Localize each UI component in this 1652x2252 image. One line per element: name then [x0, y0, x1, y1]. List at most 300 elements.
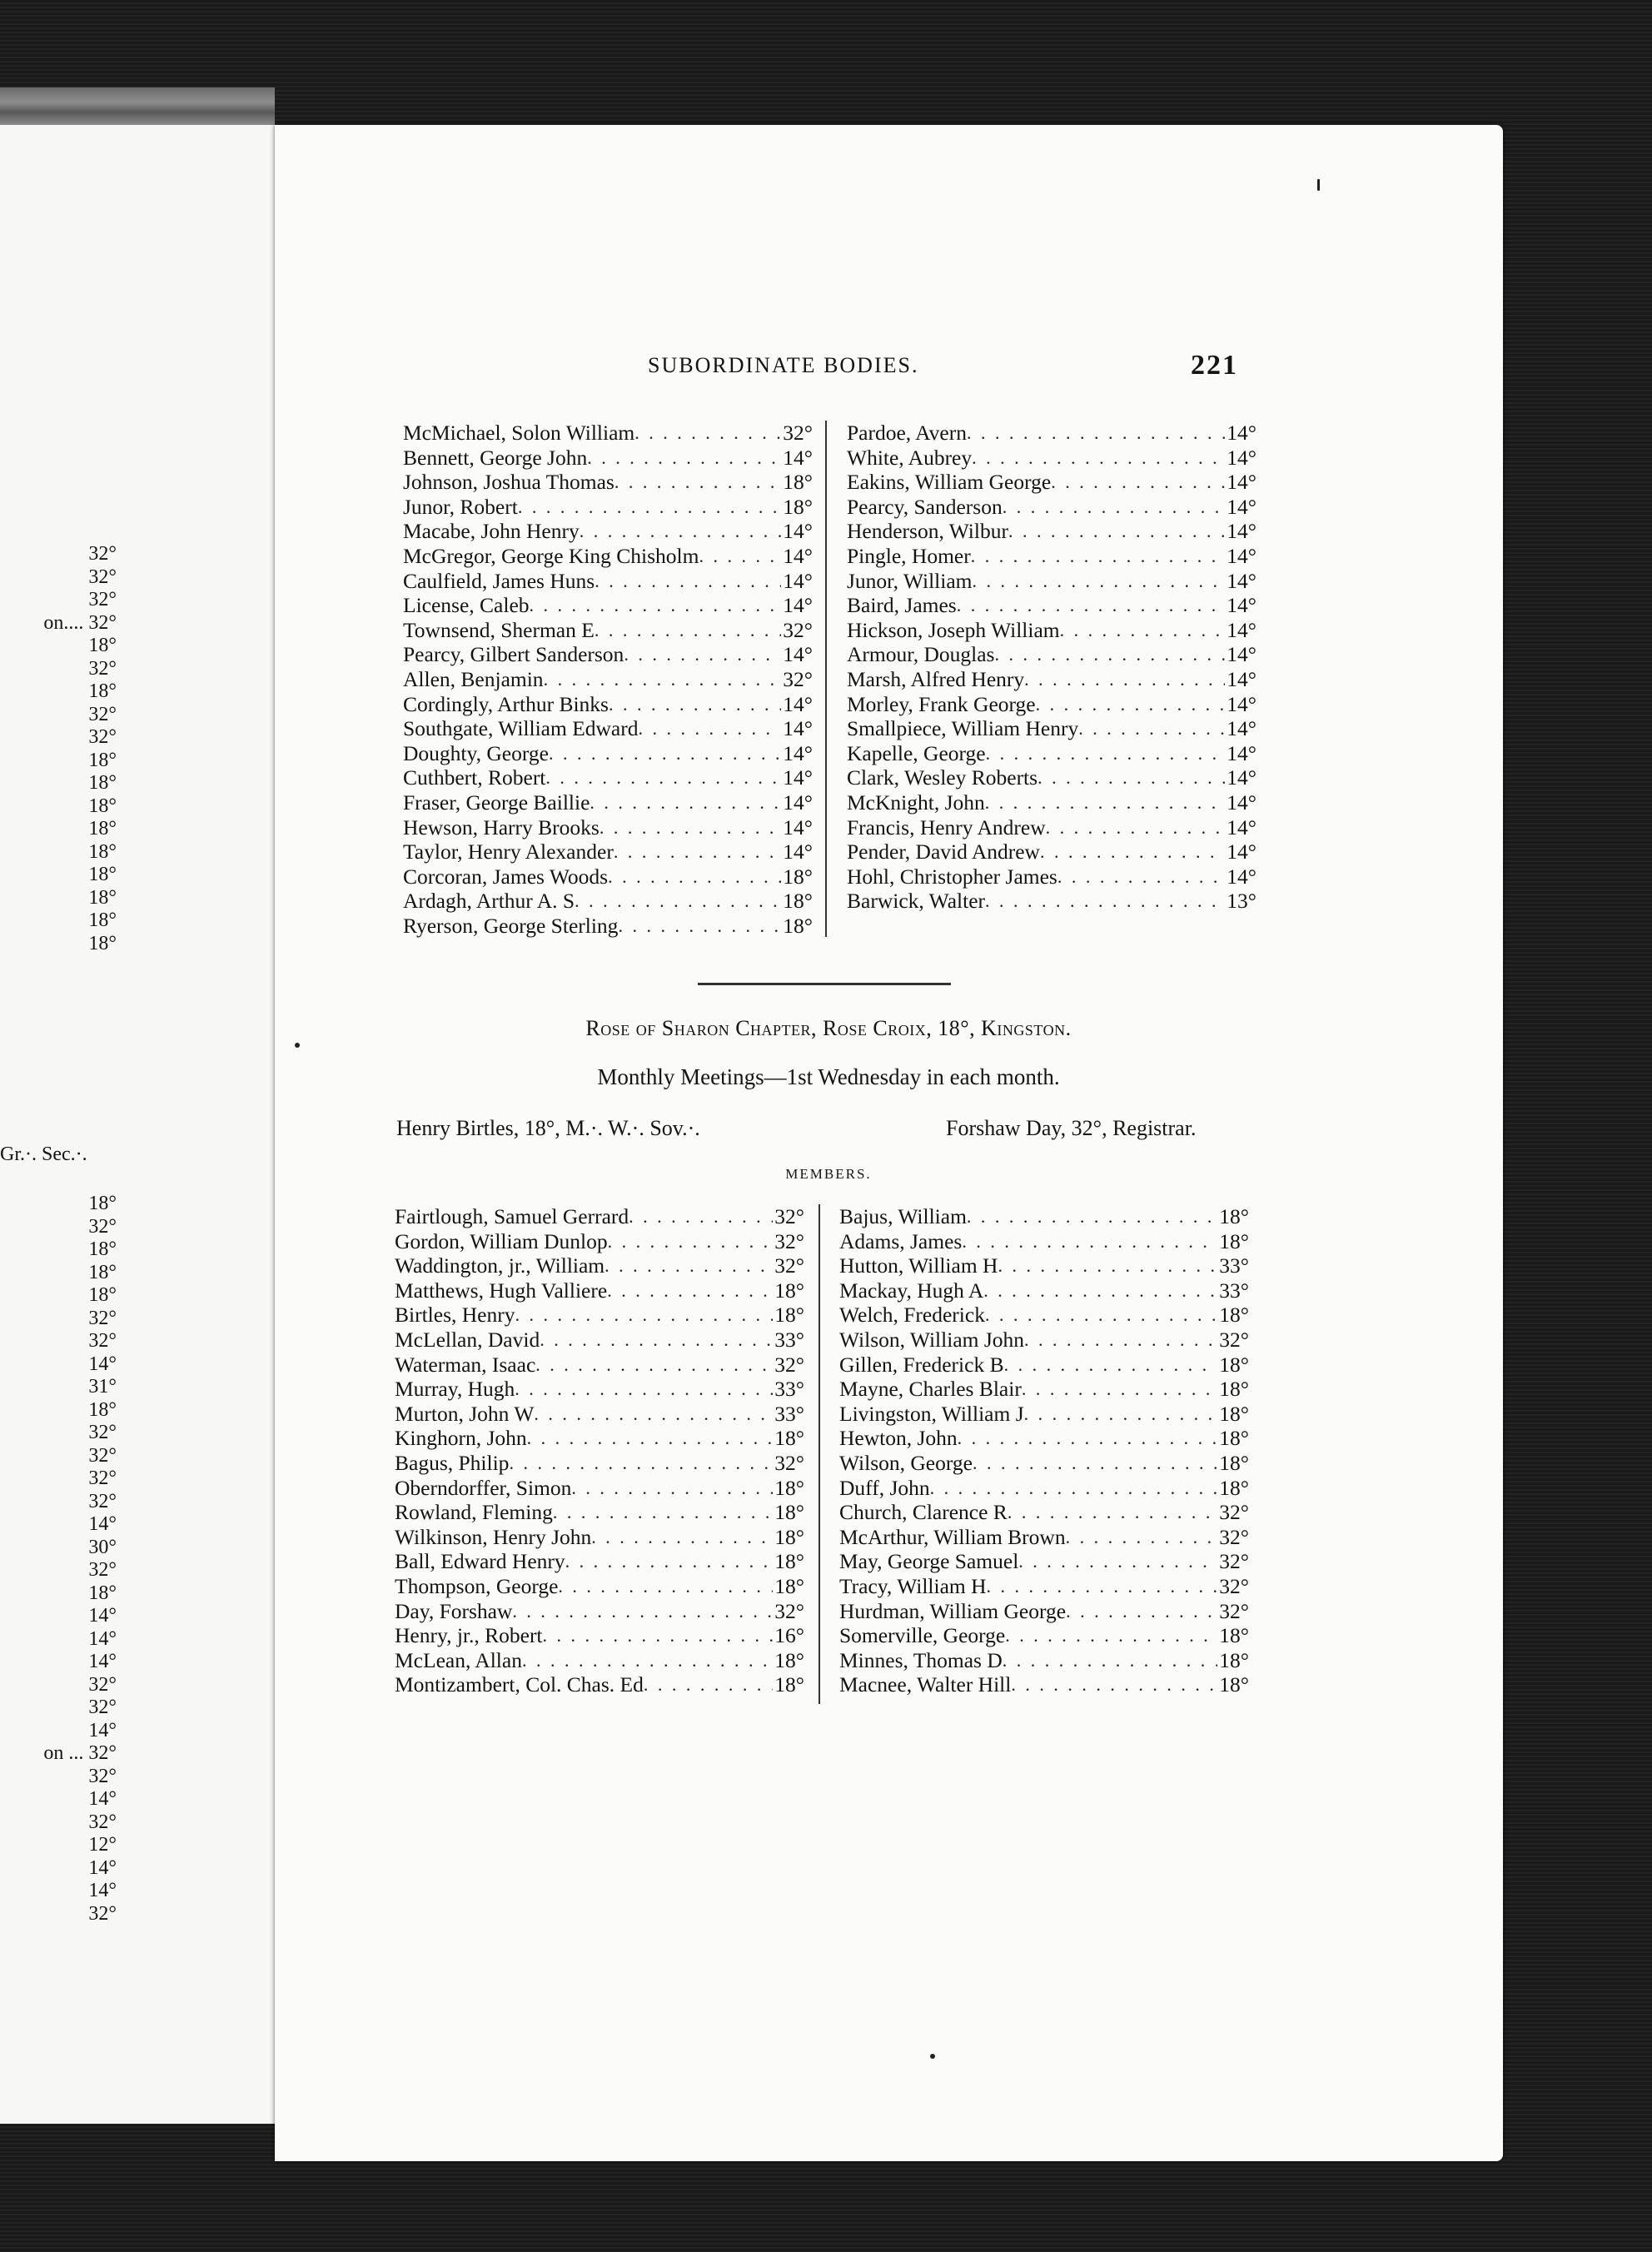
member-name: Waddington, jr., William	[395, 1253, 605, 1278]
member-name: Gillen, Frederick B	[839, 1352, 1004, 1377]
member-name: Cordingly, Arthur Binks	[403, 691, 609, 716]
facing-page-degree: 14°	[88, 1605, 117, 1627]
member-name: Junor, Robert	[403, 494, 518, 519]
member-degree: 33°	[774, 1401, 804, 1426]
dot-leader	[595, 618, 781, 643]
member-name: Pender, David Andrew	[847, 840, 1040, 864]
member-degree: 14°	[1227, 642, 1256, 667]
member-name: Wilkinson, Henry John	[395, 1524, 592, 1549]
facing-page-degree: 14°	[88, 1627, 117, 1650]
member-degree: 32°	[1219, 1598, 1249, 1623]
dot-leader	[534, 1402, 773, 1427]
member-degree: 18°	[1219, 1623, 1249, 1648]
member-degree: 14°	[1227, 691, 1256, 716]
member-degree: 33°	[774, 1327, 804, 1352]
member-degree: 13°	[1227, 889, 1256, 914]
member-name: Clark, Wesley Roberts	[847, 765, 1038, 790]
first-list-entry	[403, 667, 813, 692]
member-entry	[839, 1648, 1249, 1673]
dot-leader	[957, 593, 1226, 618]
first-list-entry	[847, 446, 1256, 471]
member-name: Pardoe, Avern	[847, 421, 967, 445]
member-name: Morley, Frank George	[847, 691, 1036, 716]
member-entry	[395, 1377, 804, 1402]
facing-page-degree: 32°	[88, 1811, 117, 1833]
facing-page-degree: on.... 32°	[43, 611, 117, 634]
member-degree: 14°	[783, 691, 813, 716]
dot-leader	[644, 1672, 773, 1697]
member-name: Wilson, William John	[839, 1327, 1025, 1352]
member-degree: 14°	[783, 815, 813, 840]
member-entry	[395, 1353, 804, 1378]
dot-leader	[590, 790, 781, 815]
member-name: Henry, jr., Robert	[395, 1623, 543, 1648]
facing-page-note: Gr.·. Sec.·.	[0, 1143, 87, 1165]
dot-leader	[1003, 495, 1226, 520]
members-column-divider	[819, 1204, 820, 1704]
first-list-entry	[403, 790, 813, 815]
member-name: Hutton, William H	[839, 1253, 998, 1278]
first-list-right-column	[847, 421, 1256, 914]
first-list-entry	[403, 692, 813, 717]
member-entry	[839, 1451, 1249, 1476]
first-list-entry	[403, 741, 813, 766]
member-degree: 18°	[774, 1672, 804, 1697]
dot-leader	[1005, 1623, 1217, 1648]
member-name: Macnee, Walter Hill	[839, 1672, 1012, 1697]
facing-page-degree: 18°	[88, 886, 117, 909]
member-name: Rowland, Fleming	[395, 1500, 553, 1525]
member-name: Hewton, John	[839, 1426, 958, 1451]
first-list-entry	[847, 519, 1256, 544]
member-degree: 14°	[1227, 815, 1256, 840]
member-entry	[839, 1204, 1249, 1229]
member-degree: 14°	[1227, 470, 1256, 495]
member-name: Johnson, Joshua Thomas	[403, 470, 615, 495]
member-entry	[395, 1451, 804, 1476]
dot-leader	[634, 421, 781, 446]
facing-page-degree: 18°	[88, 1193, 117, 1214]
member-name: Adams, James	[839, 1228, 963, 1253]
dot-leader	[614, 840, 781, 864]
first-list-entry	[403, 593, 813, 618]
facing-page-degree: 32°	[88, 1467, 117, 1489]
facing-page-degree: 32°	[88, 703, 117, 725]
facing-page-degree: 18°	[88, 932, 117, 954]
member-degree: 14°	[783, 519, 813, 544]
facing-page-degree: 18°	[88, 795, 117, 817]
dot-leader	[527, 1426, 774, 1451]
dot-leader	[618, 914, 781, 939]
facing-page-degree: 32°	[88, 1422, 117, 1443]
facing-page-degree: 31°	[88, 1376, 117, 1398]
dot-leader	[605, 1253, 773, 1278]
facing-page-degree: 14°	[88, 1513, 117, 1535]
member-name: Ryerson, George Sterling	[403, 913, 619, 938]
member-name: Hohl, Christopher James	[847, 864, 1057, 889]
first-list-entry	[847, 790, 1256, 815]
member-degree: 32°	[774, 1253, 804, 1278]
member-entry	[395, 1278, 804, 1303]
facing-page-degree: 18°	[88, 818, 117, 840]
dot-leader	[1018, 1549, 1217, 1574]
member-degree: 32°	[1219, 1327, 1249, 1352]
facing-page-degree: 32°	[88, 565, 117, 588]
dot-leader	[571, 1476, 773, 1501]
member-degree: 32°	[783, 421, 813, 445]
dot-leader	[972, 446, 1225, 471]
member-entry	[839, 1377, 1249, 1402]
member-degree: 18°	[1219, 1475, 1249, 1500]
member-name: Murray, Hugh	[395, 1377, 515, 1402]
facing-page-degree: 18°	[88, 635, 117, 656]
member-entry	[395, 1525, 804, 1550]
member-degree: 14°	[1227, 445, 1256, 470]
member-name: Minnes, Thomas D	[839, 1647, 1003, 1672]
member-degree: 14°	[1227, 864, 1256, 889]
first-list-entry	[403, 642, 813, 667]
member-degree: 32°	[774, 1352, 804, 1377]
member-degree: 32°	[1219, 1549, 1249, 1574]
dot-leader	[624, 642, 781, 667]
dot-leader	[967, 1204, 1217, 1229]
first-list-entry	[847, 864, 1256, 889]
running-head: SUBORDINATE BODIES.	[648, 353, 919, 377]
dot-leader	[609, 692, 781, 717]
member-degree: 14°	[783, 765, 813, 790]
dot-leader	[1024, 1328, 1217, 1353]
first-list-entry	[847, 470, 1256, 495]
facing-page-degree: 12°	[88, 1834, 117, 1856]
member-degree: 14°	[1227, 494, 1256, 519]
member-name: Kapelle, George	[847, 740, 986, 765]
section-rule	[698, 983, 951, 985]
member-degree: 32°	[774, 1598, 804, 1623]
member-degree: 14°	[1227, 840, 1256, 864]
dot-leader	[512, 1599, 773, 1624]
member-name: Henderson, Wilbur	[847, 519, 1008, 544]
officer-registrar: Forshaw Day, 32°, Registrar.	[946, 1116, 1197, 1140]
member-name: Corcoran, James Woods	[403, 864, 609, 889]
member-name: Armour, Douglas	[847, 642, 995, 667]
facing-page-degree: 18°	[88, 772, 117, 794]
member-name: Smallpiece, William Henry	[847, 716, 1079, 741]
dot-leader	[515, 1303, 773, 1328]
facing-page-degree: 30°	[88, 1536, 117, 1558]
member-name: McLellan, David	[395, 1327, 540, 1352]
member-degree: 18°	[1219, 1377, 1249, 1402]
dot-leader	[545, 765, 781, 790]
member-name: Montizambert, Col. Chas. Ed	[395, 1672, 644, 1697]
member-name: Thompson, George	[395, 1573, 559, 1598]
member-name: Gordon, William Dunlop	[395, 1228, 608, 1253]
member-degree: 18°	[774, 1278, 804, 1303]
first-list-entry	[403, 618, 813, 643]
dot-leader	[985, 790, 1226, 815]
member-name: Wilson, George	[839, 1450, 973, 1475]
member-degree: 32°	[774, 1204, 804, 1228]
dot-leader	[985, 889, 1225, 914]
member-degree: 18°	[783, 864, 813, 889]
dot-leader	[549, 741, 781, 766]
member-degree: 14°	[1227, 740, 1256, 765]
member-name: Welch, Frederick	[839, 1303, 985, 1328]
facing-page-degree: 32°	[88, 1765, 117, 1787]
first-list-entry	[847, 667, 1256, 692]
first-list-entry	[847, 569, 1256, 594]
dot-leader	[1046, 815, 1226, 840]
member-degree: 18°	[1219, 1426, 1249, 1451]
member-degree: 14°	[1227, 666, 1256, 691]
facing-page-degree: 14°	[88, 1719, 117, 1741]
facing-page-degree: 14°	[88, 1651, 117, 1672]
first-list-entry	[403, 470, 813, 495]
dot-leader	[515, 1377, 773, 1402]
member-degree: 33°	[1219, 1253, 1249, 1278]
member-name: Cuthbert, Robert	[403, 765, 546, 790]
member-entry	[395, 1648, 804, 1673]
member-degree: 18°	[783, 889, 813, 914]
dot-leader	[971, 544, 1226, 569]
dot-leader	[1003, 1648, 1218, 1673]
member-name: Church, Clarence R	[839, 1500, 1008, 1525]
first-list-entry	[847, 692, 1256, 717]
member-entry	[395, 1672, 804, 1697]
members-heading: MEMBERS.	[785, 1166, 872, 1182]
member-entry	[839, 1476, 1249, 1501]
member-degree: 18°	[1219, 1303, 1249, 1328]
member-degree: 14°	[783, 790, 813, 815]
dot-leader	[591, 1525, 773, 1550]
dot-leader	[973, 1451, 1217, 1476]
dot-leader	[986, 741, 1226, 766]
members-left-column	[395, 1204, 804, 1697]
member-entry	[395, 1328, 804, 1353]
officer-sovereign: Henry Birtles, 18°, M.·. W.·. Sov.·.	[396, 1116, 700, 1140]
member-name: Southgate, William Edward	[403, 716, 639, 741]
facing-page-degree: 18°	[88, 1261, 117, 1283]
member-name: Bennett, George John	[403, 445, 588, 470]
member-degree: 18°	[1219, 1204, 1249, 1228]
facing-page-degree: 32°	[88, 1490, 117, 1512]
facing-page-degree: 14°	[88, 1788, 117, 1810]
dot-leader	[1011, 1672, 1217, 1697]
member-name: Matthews, Hugh Valliere	[395, 1278, 608, 1303]
member-entry	[839, 1278, 1249, 1303]
first-list-entry	[403, 716, 813, 741]
dot-leader	[1004, 1353, 1218, 1378]
dot-leader	[1066, 1599, 1217, 1624]
first-list-entry	[847, 716, 1256, 741]
dot-leader	[518, 495, 781, 520]
member-name: May, George Samuel	[839, 1549, 1019, 1574]
member-name: Pearcy, Sanderson	[847, 494, 1003, 519]
member-entry	[395, 1229, 804, 1254]
member-name: Ball, Edward Henry	[395, 1549, 565, 1574]
member-degree: 33°	[774, 1377, 804, 1402]
member-entry	[839, 1353, 1249, 1378]
member-name: Barwick, Walter	[847, 889, 985, 914]
facing-page-degree: 14°	[88, 1353, 117, 1375]
member-name: Pearcy, Gilbert Sanderson	[403, 642, 624, 667]
first-list-entry	[403, 569, 813, 594]
member-entry	[839, 1500, 1249, 1525]
member-degree: 18°	[1219, 1647, 1249, 1672]
dot-leader	[615, 470, 781, 495]
member-name: Townsend, Sherman E	[403, 617, 595, 642]
member-name: Tracy, William H	[839, 1573, 987, 1598]
member-entry	[395, 1402, 804, 1427]
member-name: Day, Forshaw	[395, 1598, 513, 1623]
member-degree: 16°	[774, 1623, 804, 1648]
column-divider	[825, 421, 827, 937]
member-degree: 18°	[1219, 1228, 1249, 1253]
member-name: Fraser, George Baillie	[403, 790, 590, 815]
dot-leader	[607, 1278, 773, 1303]
first-list-entry	[847, 593, 1256, 618]
member-name: Hickson, Joseph William	[847, 617, 1060, 642]
member-name: McGregor, George King Chisholm	[403, 543, 699, 568]
member-degree: 18°	[783, 470, 813, 495]
member-degree: 18°	[1219, 1672, 1249, 1697]
member-degree: 18°	[783, 913, 813, 938]
dot-leader	[544, 667, 782, 692]
member-degree: 18°	[774, 1647, 804, 1672]
dot-leader	[1051, 470, 1225, 495]
member-degree: 32°	[774, 1450, 804, 1475]
first-list-entry	[847, 889, 1256, 914]
facing-page-degree: 18°	[88, 864, 117, 885]
dot-leader	[580, 519, 782, 544]
member-name: Baird, James	[847, 593, 957, 618]
member-name: Taylor, Henry Alexander	[403, 840, 614, 864]
member-name: Pingle, Homer	[847, 543, 971, 568]
member-name: Murton, John W	[395, 1401, 535, 1426]
facing-page-degree: 18°	[88, 840, 117, 863]
first-list-entry	[847, 421, 1256, 446]
dot-leader	[1060, 618, 1226, 643]
facing-page-degree: 32°	[88, 589, 117, 610]
dot-leader	[967, 421, 1225, 446]
member-name: Bagus, Philip	[395, 1450, 510, 1475]
dot-leader	[608, 1229, 774, 1254]
member-name: Duff, John	[839, 1475, 930, 1500]
member-entry	[839, 1426, 1249, 1451]
member-entry	[395, 1476, 804, 1501]
dot-leader	[629, 1204, 773, 1229]
facing-page-degree: 18°	[88, 749, 117, 771]
dot-leader	[565, 1549, 774, 1574]
dot-leader	[1036, 692, 1226, 717]
facing-page-degree: 18°	[88, 1398, 117, 1421]
member-degree: 32°	[1219, 1500, 1249, 1525]
member-entry	[395, 1549, 804, 1574]
meetings-line: Monthly Meetings—1st Wednesday in each month.	[597, 1064, 1060, 1089]
member-name: McArthur, William Brown	[839, 1524, 1066, 1549]
member-degree: 18°	[774, 1524, 804, 1549]
member-degree: 14°	[1227, 519, 1256, 544]
member-degree: 18°	[774, 1475, 804, 1500]
member-name: Macabe, John Henry	[403, 519, 580, 544]
dot-leader	[987, 1574, 1218, 1599]
dot-leader	[699, 544, 781, 569]
member-name: Kinghorn, John	[395, 1426, 527, 1451]
dot-leader	[639, 716, 782, 741]
member-degree: 33°	[1219, 1278, 1249, 1303]
member-entry	[395, 1204, 804, 1229]
dot-leader	[1024, 1402, 1218, 1427]
member-degree: 32°	[1219, 1573, 1249, 1598]
facing-page-degree: 32°	[88, 657, 117, 680]
member-entry	[839, 1672, 1249, 1697]
first-list-entry	[847, 544, 1256, 569]
member-name: McKnight, John	[847, 790, 985, 815]
member-degree: 32°	[783, 666, 813, 691]
member-entry	[839, 1574, 1249, 1599]
first-list-entry	[847, 765, 1256, 790]
member-name: Hewson, Harry Brooks	[403, 815, 600, 840]
member-entry	[395, 1500, 804, 1525]
dot-leader	[1066, 1525, 1218, 1550]
member-name: Mayne, Charles Blair	[839, 1377, 1022, 1402]
member-name: McLean, Allan	[395, 1647, 522, 1672]
member-name: Bajus, William	[839, 1204, 967, 1228]
dot-leader	[608, 864, 781, 889]
facing-page-degree-column	[0, 543, 125, 955]
member-degree: 14°	[1227, 716, 1256, 741]
member-name: License, Caleb	[403, 593, 530, 618]
first-list-entry	[403, 840, 813, 864]
member-name: Junor, William	[847, 568, 973, 593]
member-entry	[395, 1623, 804, 1648]
member-degree: 14°	[1227, 617, 1256, 642]
member-name: Allen, Benjamin	[403, 666, 544, 691]
first-list-entry	[403, 446, 813, 471]
first-list-entry	[403, 914, 813, 939]
dot-leader	[1008, 519, 1225, 544]
scan-speck	[295, 1043, 300, 1048]
dot-leader	[1057, 864, 1225, 889]
member-name: McMichael, Solon William	[403, 421, 635, 445]
member-name: Birtles, Henry	[395, 1303, 515, 1328]
member-degree: 18°	[774, 1573, 804, 1598]
member-degree: 18°	[783, 494, 813, 519]
scan-speck	[930, 2054, 935, 2059]
dot-leader	[962, 1229, 1217, 1254]
member-name: Caulfield, James Huns	[403, 568, 595, 593]
member-entry	[395, 1253, 804, 1278]
first-list-entry	[847, 840, 1256, 864]
facing-page-degree: 32°	[88, 543, 117, 565]
dot-leader	[998, 1253, 1217, 1278]
facing-page-degree: 32°	[88, 726, 117, 748]
first-list-entry	[403, 765, 813, 790]
facing-page-degree: 32°	[88, 1559, 117, 1581]
member-entry	[395, 1574, 804, 1599]
dot-leader	[930, 1476, 1218, 1501]
first-list-entry	[403, 864, 813, 889]
member-entry	[839, 1525, 1249, 1550]
binding-edge	[0, 87, 275, 129]
dot-leader	[1024, 667, 1225, 692]
member-degree: 14°	[1227, 790, 1256, 815]
facing-page-degree: 18°	[88, 1582, 117, 1604]
dot-leader	[587, 446, 781, 471]
dot-leader	[1078, 716, 1225, 741]
first-list-entry	[847, 495, 1256, 520]
member-name: Oberndorffer, Simon	[395, 1475, 572, 1500]
member-degree: 18°	[1219, 1401, 1249, 1426]
